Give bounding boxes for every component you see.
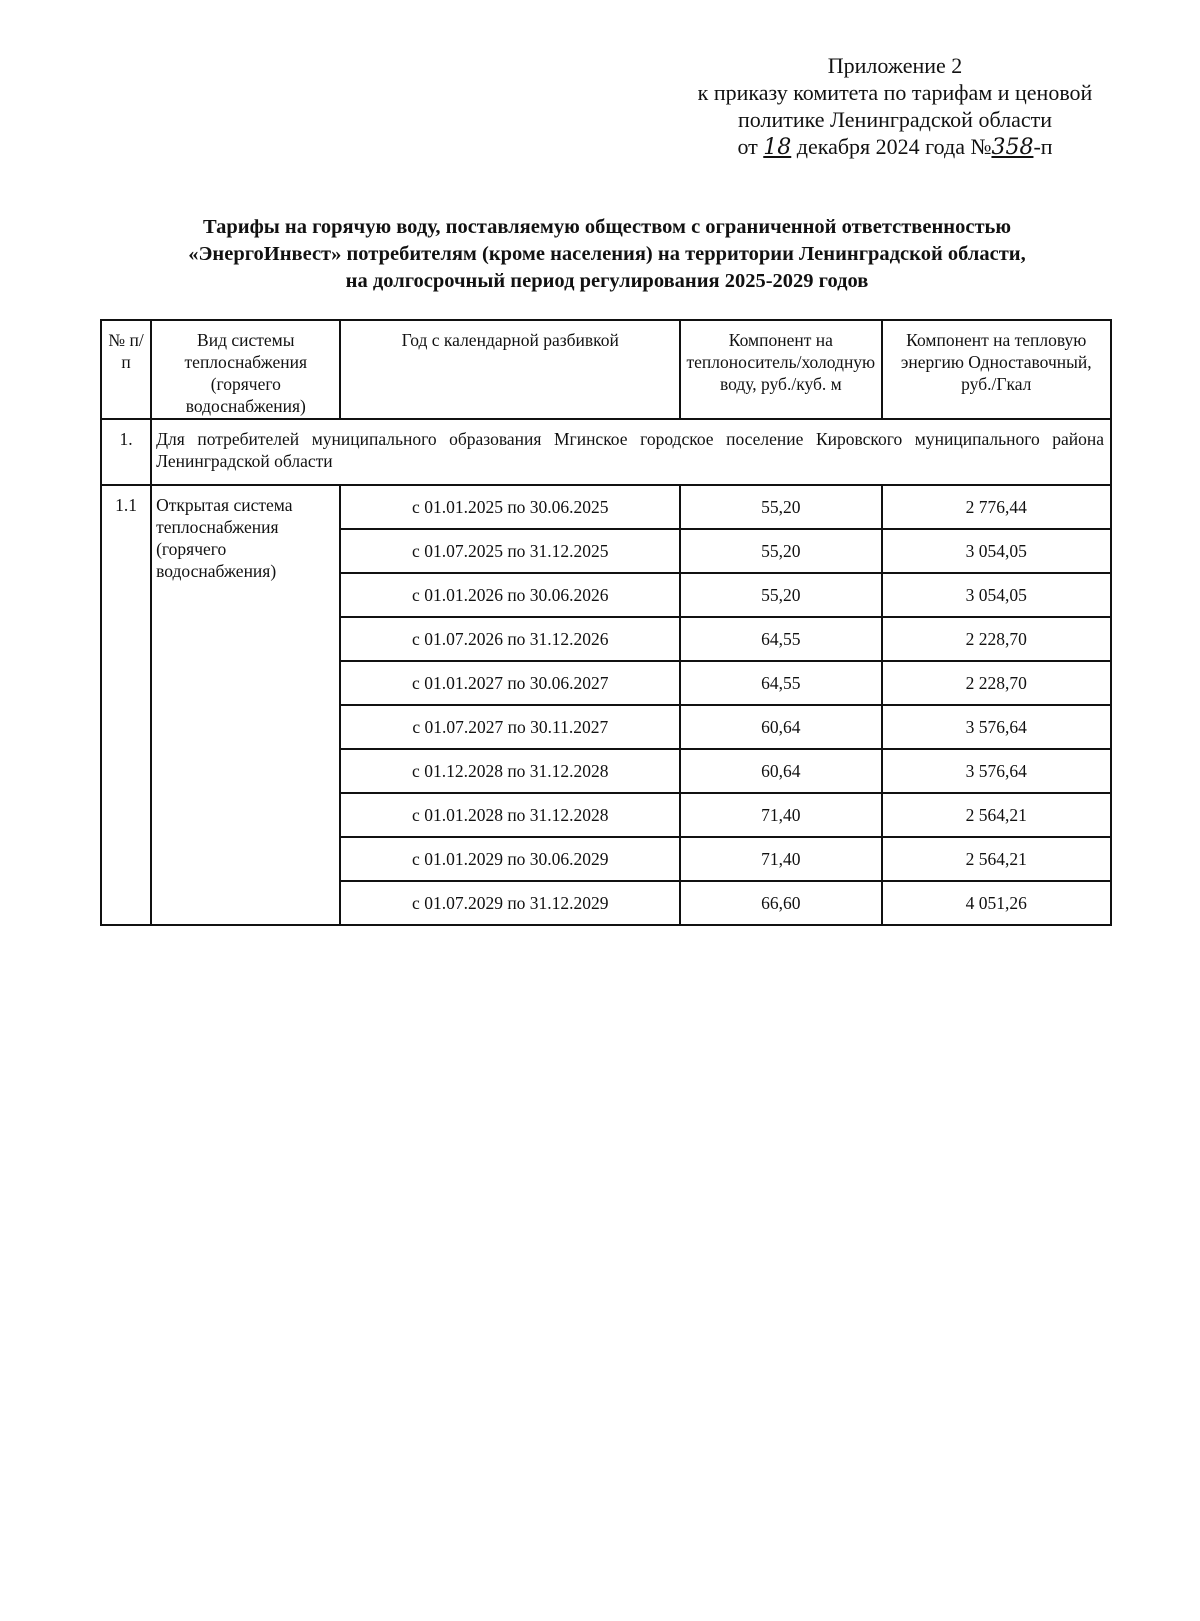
period-cell: с 01.01.2028 по 31.12.2028 [340, 793, 680, 837]
period-cell: с 01.01.2027 по 30.06.2027 [340, 661, 680, 705]
period-cell: с 01.01.2026 по 30.06.2026 [340, 573, 680, 617]
tariffs-table [100, 319, 1112, 926]
appendix-line-3: политике Ленинградской области [737, 107, 1052, 132]
section-text: Для потребителей муниципального образования Мгинское городское поселение Кировского муниципального района Ленинградской области [151, 419, 1111, 485]
header-coolant: Компонент на теплоноситель/холодную воду, руб./куб. м [680, 320, 881, 419]
handwritten-day: 18 [763, 135, 792, 160]
coolant-cell: 55,20 [680, 573, 881, 617]
energy-cell: 2 564,21 [882, 837, 1111, 881]
title-line-2: «ЭнергоИнвест» потребителям (кроме населения) на территории Ленинградской области, [188, 243, 1026, 265]
appendix-date-line [660, 133, 1130, 161]
handwritten-order-number: 358 [991, 135, 1034, 160]
appendix-line-1: Приложение 2 [827, 53, 963, 78]
coolant-cell: 60,64 [680, 705, 881, 749]
coolant-cell: 71,40 [680, 837, 881, 881]
energy-cell: 3 054,05 [882, 573, 1111, 617]
date-middle: декабря 2024 года № [796, 134, 992, 159]
period-cell: с 01.07.2029 по 31.12.2029 [340, 881, 680, 925]
date-prefix: от [737, 134, 758, 159]
energy-cell: 4 051,26 [882, 881, 1111, 925]
section-row [101, 419, 1111, 485]
title-line-3: на долгосрочный период регулирования 2025-2029 годов [345, 270, 869, 292]
coolant-cell: 66,60 [680, 881, 881, 925]
tariff-rows [101, 485, 1111, 925]
energy-cell: 3 576,64 [882, 749, 1111, 793]
header-energy: Компонент на тепловую энергию Одноставочный, руб./Гкал [882, 320, 1111, 419]
period-cell: с 01.07.2025 по 31.12.2025 [340, 529, 680, 573]
coolant-cell: 64,55 [680, 661, 881, 705]
period-cell: с 01.01.2029 по 30.06.2029 [340, 837, 680, 881]
energy-cell: 2 564,21 [882, 793, 1111, 837]
table-header-row [101, 320, 1111, 419]
coolant-cell: 71,40 [680, 793, 881, 837]
energy-cell: 2 776,44 [882, 485, 1111, 529]
subsection-system: Открытая система теплоснабжения (горячего водоснабжения) [151, 485, 340, 925]
header-system: Вид системы теплоснабжения (горячего водоснабжения) [151, 320, 340, 419]
period-cell: с 01.07.2027 по 30.11.2027 [340, 705, 680, 749]
energy-cell: 3 054,05 [882, 529, 1111, 573]
period-cell: с 01.01.2025 по 30.06.2025 [340, 485, 680, 529]
order-suffix: -п [1033, 134, 1053, 159]
coolant-cell: 55,20 [680, 529, 881, 573]
document-title [98, 214, 1116, 295]
table-row [101, 485, 1111, 529]
appendix-header [660, 52, 1130, 161]
coolant-cell: 55,20 [680, 485, 881, 529]
energy-cell: 2 228,70 [882, 617, 1111, 661]
energy-cell: 3 576,64 [882, 705, 1111, 749]
title-line-1: Тарифы на горячую воду, поставляемую обществом с ограниченной ответственностью [202, 216, 1012, 238]
coolant-cell: 60,64 [680, 749, 881, 793]
appendix-line-2: к приказу комитета по тарифам и ценовой [697, 80, 1093, 105]
energy-cell: 2 228,70 [882, 661, 1111, 705]
period-cell: с 01.07.2026 по 31.12.2026 [340, 617, 680, 661]
header-period: Год с календарной разбивкой [340, 320, 680, 419]
coolant-cell: 64,55 [680, 617, 881, 661]
subsection-num: 1.1 [101, 485, 151, 925]
period-cell: с 01.12.2028 по 31.12.2028 [340, 749, 680, 793]
section-num: 1. [101, 419, 151, 485]
header-num: № п/п [101, 320, 151, 419]
